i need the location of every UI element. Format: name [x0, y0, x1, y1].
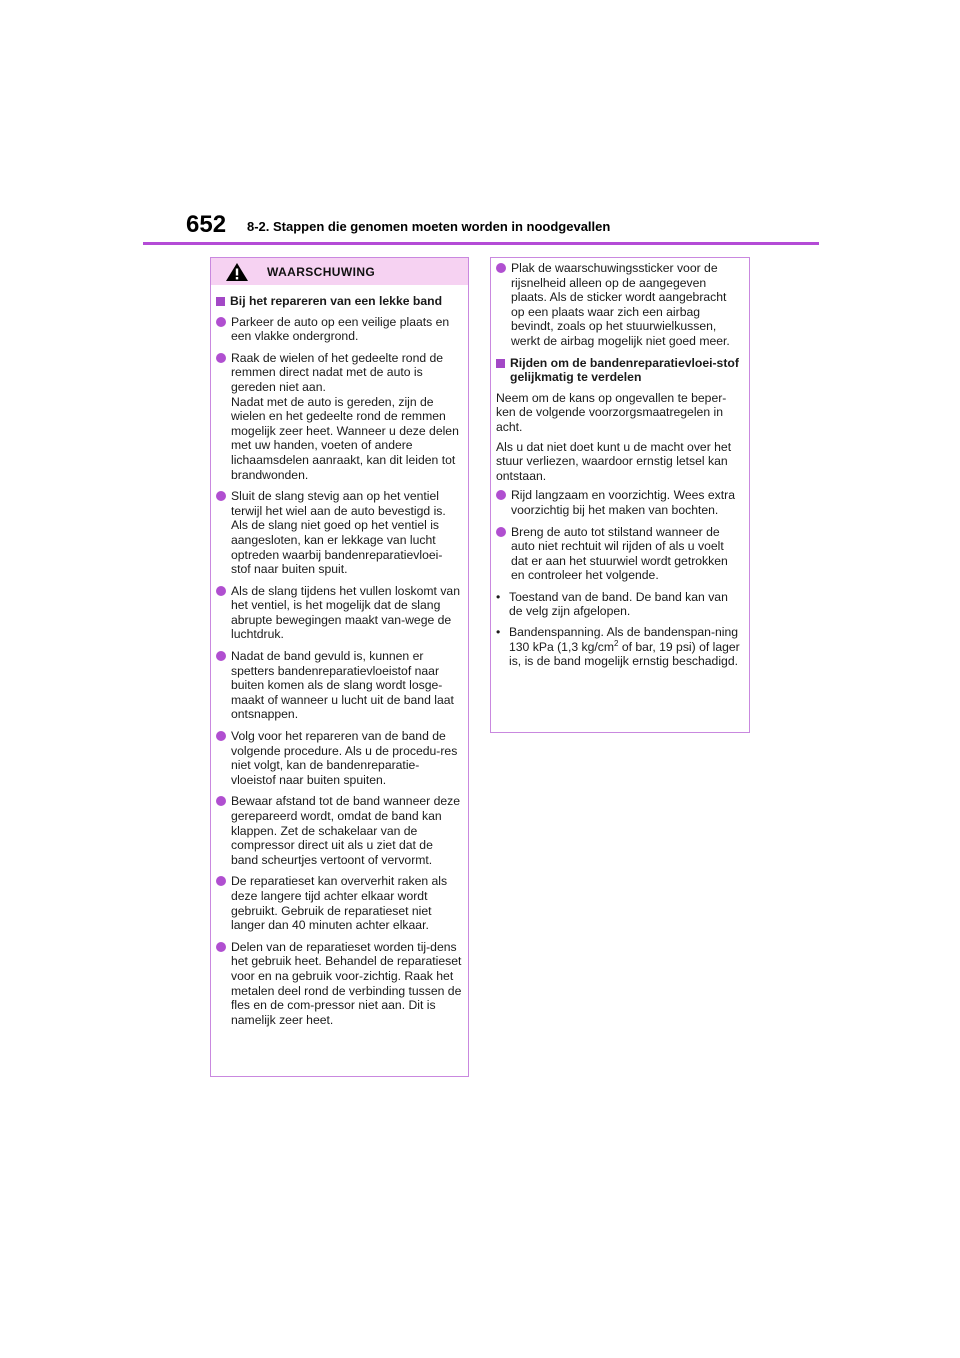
list-item-text: Bewaar afstand tot de band wanneer deze gerepareerd wordt, omdat de band kan klappen. Zet de schakelaar van de compressor direct uit als u ziet dat de band scheurtjes vertoont of vervormt. — [231, 794, 461, 867]
circle-bullet-icon — [216, 876, 226, 886]
circle-bullet-icon — [216, 491, 226, 501]
list-item-text: Raak de wielen of het gedeelte rond de remmen direct nadat met de auto is gereden niet aan. Nadat met de auto is gereden, zijn de wielen en het gedeelte rond de remmen mogelijk zeer heet. Wanneer u deze delen met uw handen, voeten of andere lichaamsdelen aanraakt, kan dit leiden tot brandwonden. — [231, 350, 459, 482]
section-heading — [216, 294, 462, 309]
sub-bullet — [496, 625, 743, 669]
list-item — [496, 488, 743, 517]
list-item-text: Nadat de band gevuld is, kunnen er spetters bandenreparatievloeistof naar buiten komen als de slang wordt losge-maakt of wanneer u lucht uit de band laat ontsnappen. — [231, 649, 454, 722]
pressure-text-end: of bar, 19 psi) of lager is, is de band mogelijk ernstig beschadigd. — [509, 639, 740, 669]
warning-box — [210, 257, 469, 1077]
list-item — [496, 525, 743, 583]
warning-box-continued — [490, 257, 750, 733]
circle-bullet-icon — [216, 651, 226, 661]
pressure-text-start: Bandenspanning. Als de bandenspan-ning 130 kPa (1,3 kg/cm — [509, 625, 739, 654]
circle-bullet-icon — [496, 263, 506, 273]
sub-bullet-text: Toestand van de band. De band kan van de velg zijn afgelopen. — [509, 589, 728, 619]
list-item-text: Sluit de slang stevig aan op het ventiel terwijl het wiel aan de auto bevestigd is. Als de slang niet goed op het ventiel is aangesloten, kan er lekkage van lucht optreden waarbij bandenreparatievloei-stof naar buiten spuit. — [231, 489, 446, 577]
warning-triangle-icon — [225, 262, 249, 282]
circle-bullet-icon — [216, 796, 226, 806]
square-bullet-icon — [216, 297, 225, 306]
list-item — [216, 729, 462, 787]
list-item — [496, 261, 743, 349]
warning-content-continued — [491, 258, 749, 669]
square-bullet-icon — [496, 359, 505, 368]
list-item — [216, 794, 462, 867]
list-item — [216, 351, 462, 482]
small-dot-icon: • — [496, 625, 501, 640]
list-item — [216, 649, 462, 722]
list-item-text: Rijd langzaam en voorzichtig. Wees extra voorzichtig bij het maken van bochten. — [511, 488, 735, 517]
list-item-text: Parkeer de auto op een veilige plaats en een vlakke ondergrond. — [231, 314, 450, 344]
list-item-text: Als de slang tijdens het vullen loskomt van het ventiel, is het mogelijk dat de slang abrupte bewegingen maakt van-wege de luchtdruk. — [231, 583, 460, 642]
paragraph: Neem om de kans op ongevallen te beper-ken de volgende voorzorgsmaatregelen in acht. — [496, 390, 727, 434]
list-item — [216, 874, 462, 932]
list-item-text: Volg voor het repareren van de band de volgende procedure. Als u de procedu-res niet volgt, kan de bandenreparatie-vloeistof naar buiten spuiten. — [231, 729, 458, 787]
section-heading-text: Rijden om de bandenreparatievloei-stof gelijkmatig te verdelen — [510, 355, 739, 385]
list-item — [216, 940, 462, 1028]
list-item-text: Plak de waarschuwingssticker voor de rijsnelheid alleen op de aangegeven plaats. Als de sticker wordt aangebracht op een plaats waar zich een airbag bevindt, zoals op het stuurwielkussen, werkt de airbag mogelijk niet goed meer. — [511, 261, 730, 348]
warning-header — [211, 258, 468, 285]
paragraph: Als u dat niet doet kunt u de macht over het stuur verliezen, waardoor ernstig letsel kan ontstaan. — [496, 439, 732, 483]
list-item — [216, 489, 462, 577]
header-rule — [143, 242, 819, 245]
circle-bullet-icon — [496, 490, 506, 500]
circle-bullet-icon — [216, 942, 226, 952]
sub-bullet-text — [509, 625, 743, 669]
section-heading-text: Bij het repareren van een lekke band — [230, 294, 443, 308]
list-item-text: Breng de auto tot stilstand wanneer de auto niet rechtuit wil rijden of als u voelt dat er aan het stuurwiel wordt getrokken en controleer het volgende. — [511, 524, 728, 583]
page-number: 652 — [186, 211, 227, 238]
small-dot-icon: • — [496, 589, 501, 604]
circle-bullet-icon — [216, 317, 226, 327]
list-item-text: De reparatieset kan oververhit raken als deze langere tijd achter elkaar wordt gebruikt. Gebruik de reparatieset niet langer dan 40 minuten achter elkaar. — [231, 874, 448, 933]
section-heading — [496, 356, 743, 385]
sub-bullet — [496, 590, 743, 619]
list-item-text: Delen van de reparatieset worden tij-dens het gebruik heet. Behandel de reparatieset voor en na gebruik voor-zichtig. Raak het metalen deel rond de verbinding tussen de fles en de com-pressor niet aan. Dit is namelijk zeer heet. — [231, 939, 462, 1027]
list-item — [216, 315, 462, 344]
circle-bullet-icon — [216, 586, 226, 596]
circle-bullet-icon — [216, 353, 226, 363]
superscript: 2 — [614, 638, 619, 648]
list-item — [216, 584, 462, 642]
circle-bullet-icon — [216, 731, 226, 741]
warning-title: WAARSCHUWING — [267, 264, 376, 279]
chapter-title: 8-2. Stappen die genomen moeten worden in noodgevallen — [247, 219, 611, 234]
circle-bullet-icon — [496, 527, 506, 537]
warning-content — [211, 285, 468, 1027]
